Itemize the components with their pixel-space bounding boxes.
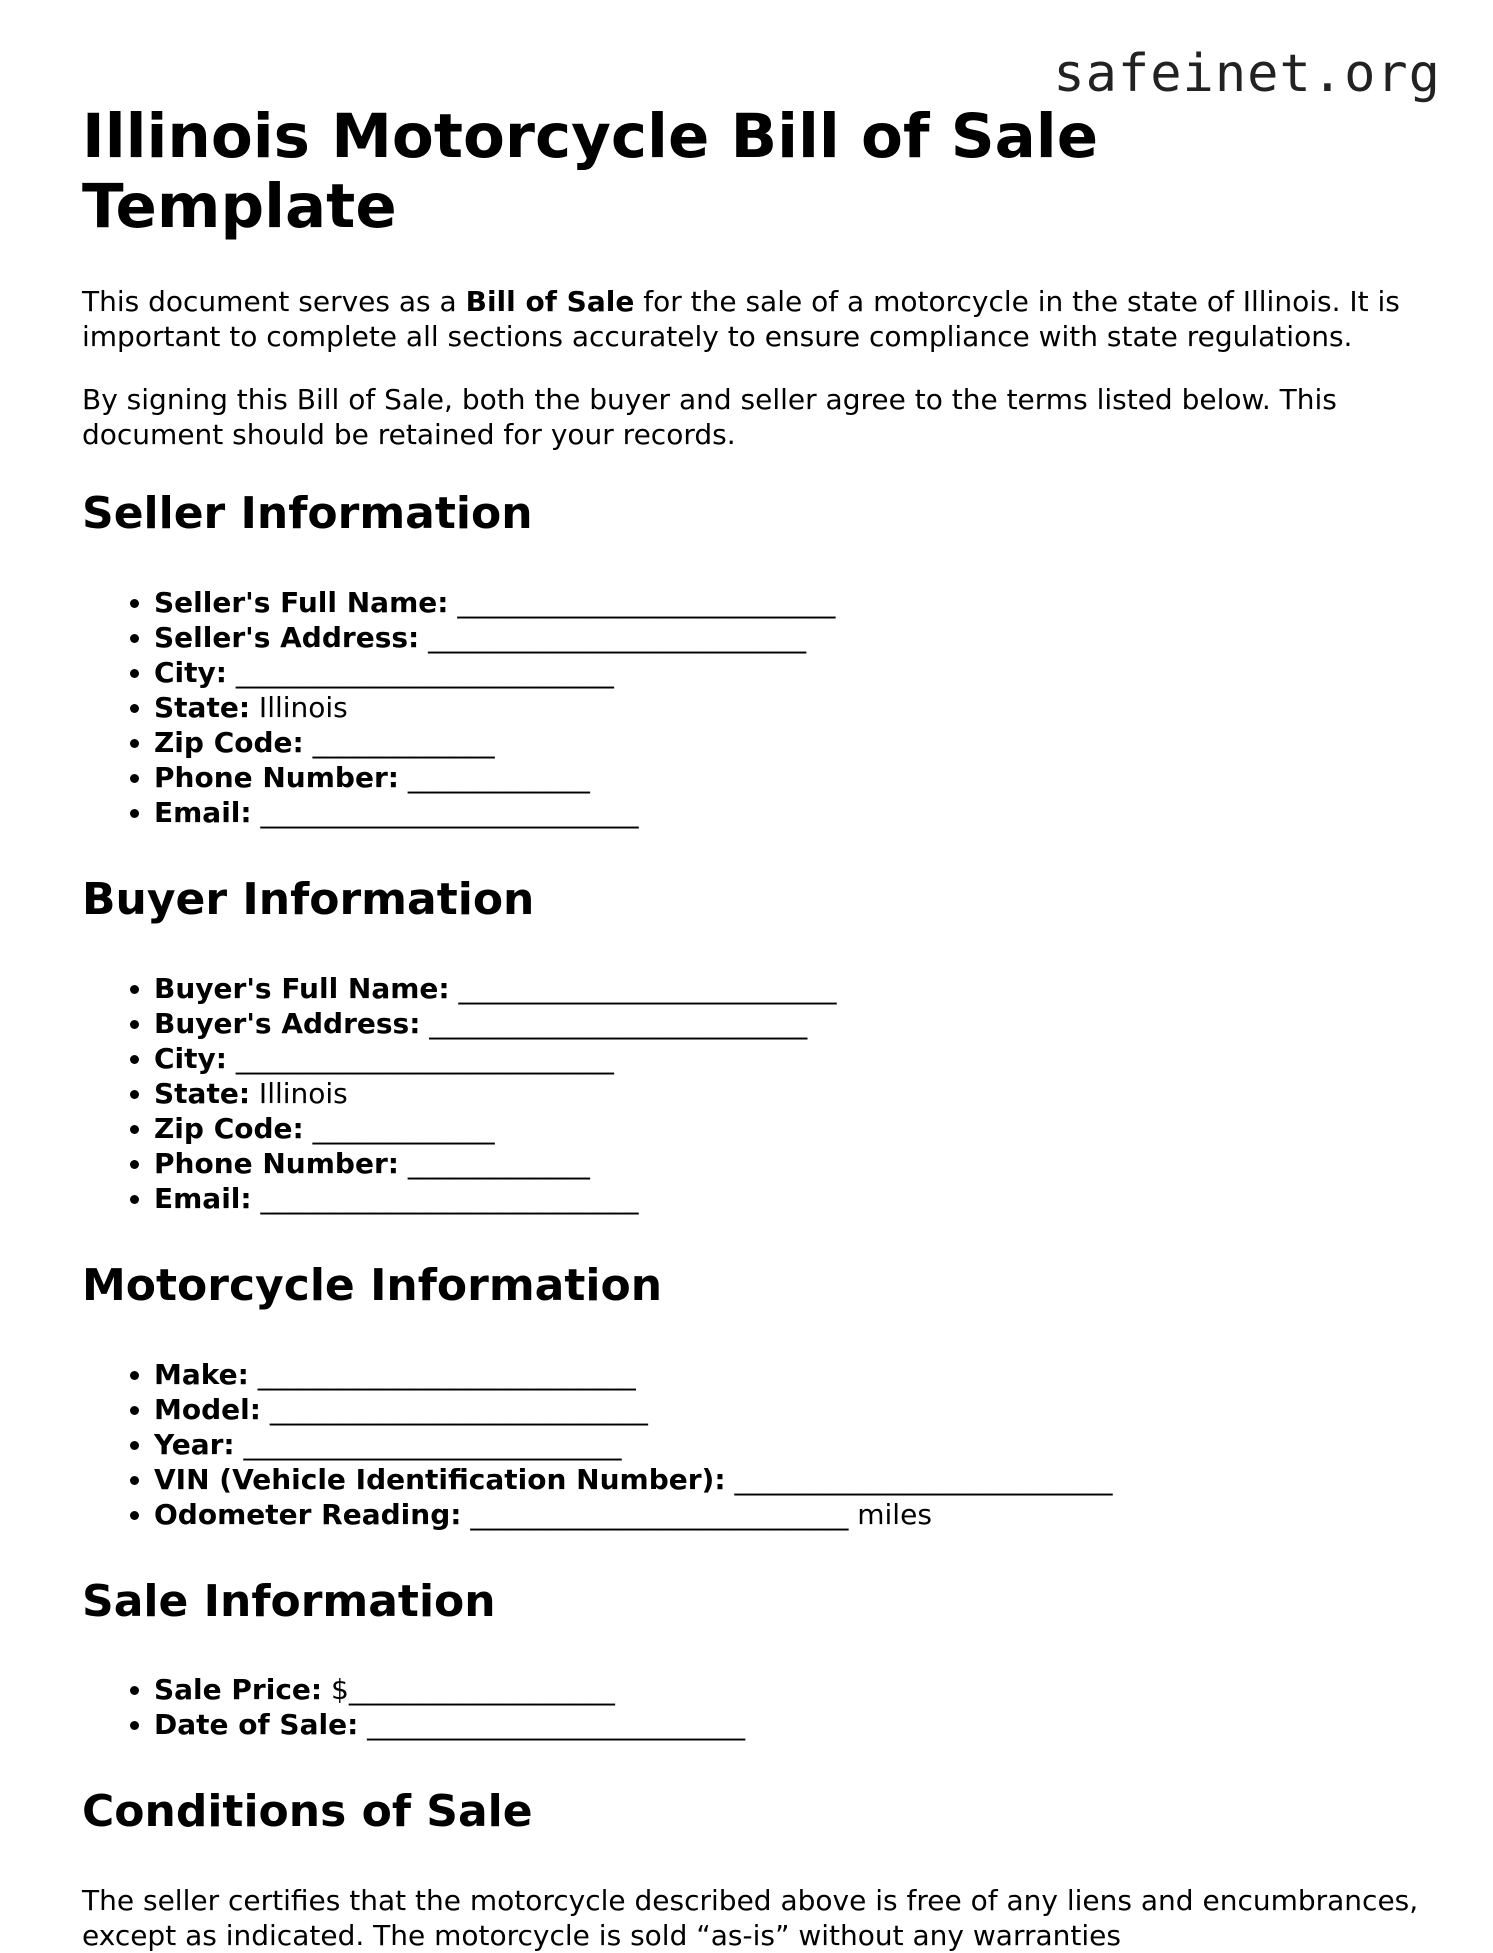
list-item (154, 1181, 1422, 1216)
list-item (154, 1497, 1422, 1532)
intro-bold-term: Bill of Sale (465, 285, 635, 319)
list-item (154, 725, 1422, 760)
field-value: ___________________________ (234, 1427, 622, 1461)
field-label: Phone Number: (154, 761, 399, 795)
document-page (82, 102, 1422, 1953)
list-item (154, 1006, 1422, 1041)
sale-list (82, 1672, 1422, 1742)
seller-list (82, 585, 1422, 830)
sale-heading: Sale Information (82, 1575, 496, 1627)
field-value: ___________________________ (725, 1462, 1113, 1496)
field-label: Make: (154, 1357, 249, 1391)
field-value: ___________________________ (251, 796, 639, 830)
field-value: $___________________ (322, 1673, 615, 1707)
field-value: ___________________________ (448, 586, 836, 620)
list-item (154, 585, 1422, 620)
field-value: _____________ (303, 726, 495, 760)
field-value: _____________ (398, 1146, 590, 1180)
field-label: State: (154, 1076, 251, 1110)
field-value: ___________________________ (226, 656, 614, 690)
field-value: ___________________________ miles (461, 1497, 932, 1531)
buyer-heading: Buyer Information (82, 874, 535, 926)
field-value: ___________________________ (248, 1357, 636, 1391)
list-item (154, 1392, 1422, 1427)
list-item (154, 1707, 1422, 1742)
list-item (154, 1111, 1422, 1146)
field-value: ___________________________ (260, 1392, 648, 1426)
field-label: Buyer's Address: (154, 1006, 421, 1040)
field-label: Sale Price: (154, 1673, 323, 1707)
list-item (154, 1672, 1422, 1707)
field-value: ___________________________ (419, 621, 807, 655)
field-label: Email: (154, 796, 252, 830)
field-value: ___________________________ (226, 1041, 614, 1075)
field-value: ___________________________ (449, 971, 837, 1005)
field-label: Model: (154, 1392, 261, 1426)
field-value: _____________ (398, 761, 590, 795)
list-item (154, 971, 1422, 1006)
list-item (154, 690, 1422, 725)
list-item (154, 1427, 1422, 1462)
page-title: Illinois Motorcycle Bill of Sale Template (82, 101, 1099, 243)
list-item (154, 1076, 1422, 1111)
field-value: _____________ (303, 1111, 495, 1145)
list-item (154, 760, 1422, 795)
field-value: Illinois (250, 1076, 348, 1110)
field-label: State: (154, 691, 251, 725)
list-item (154, 655, 1422, 690)
intro-paragraph-2: By signing this Bill of Sale, both the buyer and seller agree to the terms listed below. This document should be retained for your records. (82, 383, 1337, 452)
field-label: Seller's Address: (154, 621, 420, 655)
intro-paragraph-1 (82, 284, 1422, 354)
list-item (154, 1357, 1422, 1392)
field-label: VIN (Vehicle Identification Number): (154, 1462, 726, 1496)
motorcycle-list (82, 1357, 1422, 1532)
list-item (154, 1146, 1422, 1181)
motorcycle-heading: Motorcycle Information (82, 1259, 663, 1311)
intro-text-end: for the sale of a motorcycle in the state of Illinois. It is important to complete all sections accurately to ensure compliance with state regulations. (82, 285, 1400, 354)
list-item (154, 620, 1422, 655)
field-label: Date of Sale: (154, 1708, 359, 1742)
intro-text-start: This document serves as a (82, 285, 466, 319)
list-item (154, 1041, 1422, 1076)
field-label: Year: (154, 1427, 235, 1461)
watermark: safeinet.org (1053, 44, 1441, 104)
field-label: Email: (154, 1181, 252, 1215)
buyer-list (82, 971, 1422, 1216)
field-label: Phone Number: (154, 1146, 399, 1180)
field-label: Buyer's Full Name: (154, 971, 450, 1005)
field-label: Zip Code: (154, 726, 304, 760)
field-value: ___________________________ (420, 1006, 808, 1040)
field-label: Odometer Reading: (154, 1497, 462, 1531)
field-value: ___________________________ (251, 1181, 639, 1215)
conditions-heading: Conditions of Sale (82, 1786, 533, 1838)
list-item (154, 795, 1422, 830)
seller-heading: Seller Information (82, 488, 533, 540)
field-label: Seller's Full Name: (154, 586, 449, 620)
field-label: Zip Code: (154, 1111, 304, 1145)
field-label: City: (154, 1041, 227, 1075)
field-value: Illinois (250, 691, 348, 725)
field-value: ___________________________ (358, 1708, 746, 1742)
field-label: City: (154, 656, 227, 690)
list-item (154, 1462, 1422, 1497)
conditions-text: The seller certifies that the motorcycle described above is free of any liens and encumbrances, except as indicated. The motorcycle is sold “as-is” without any warranties (82, 1884, 1419, 1953)
